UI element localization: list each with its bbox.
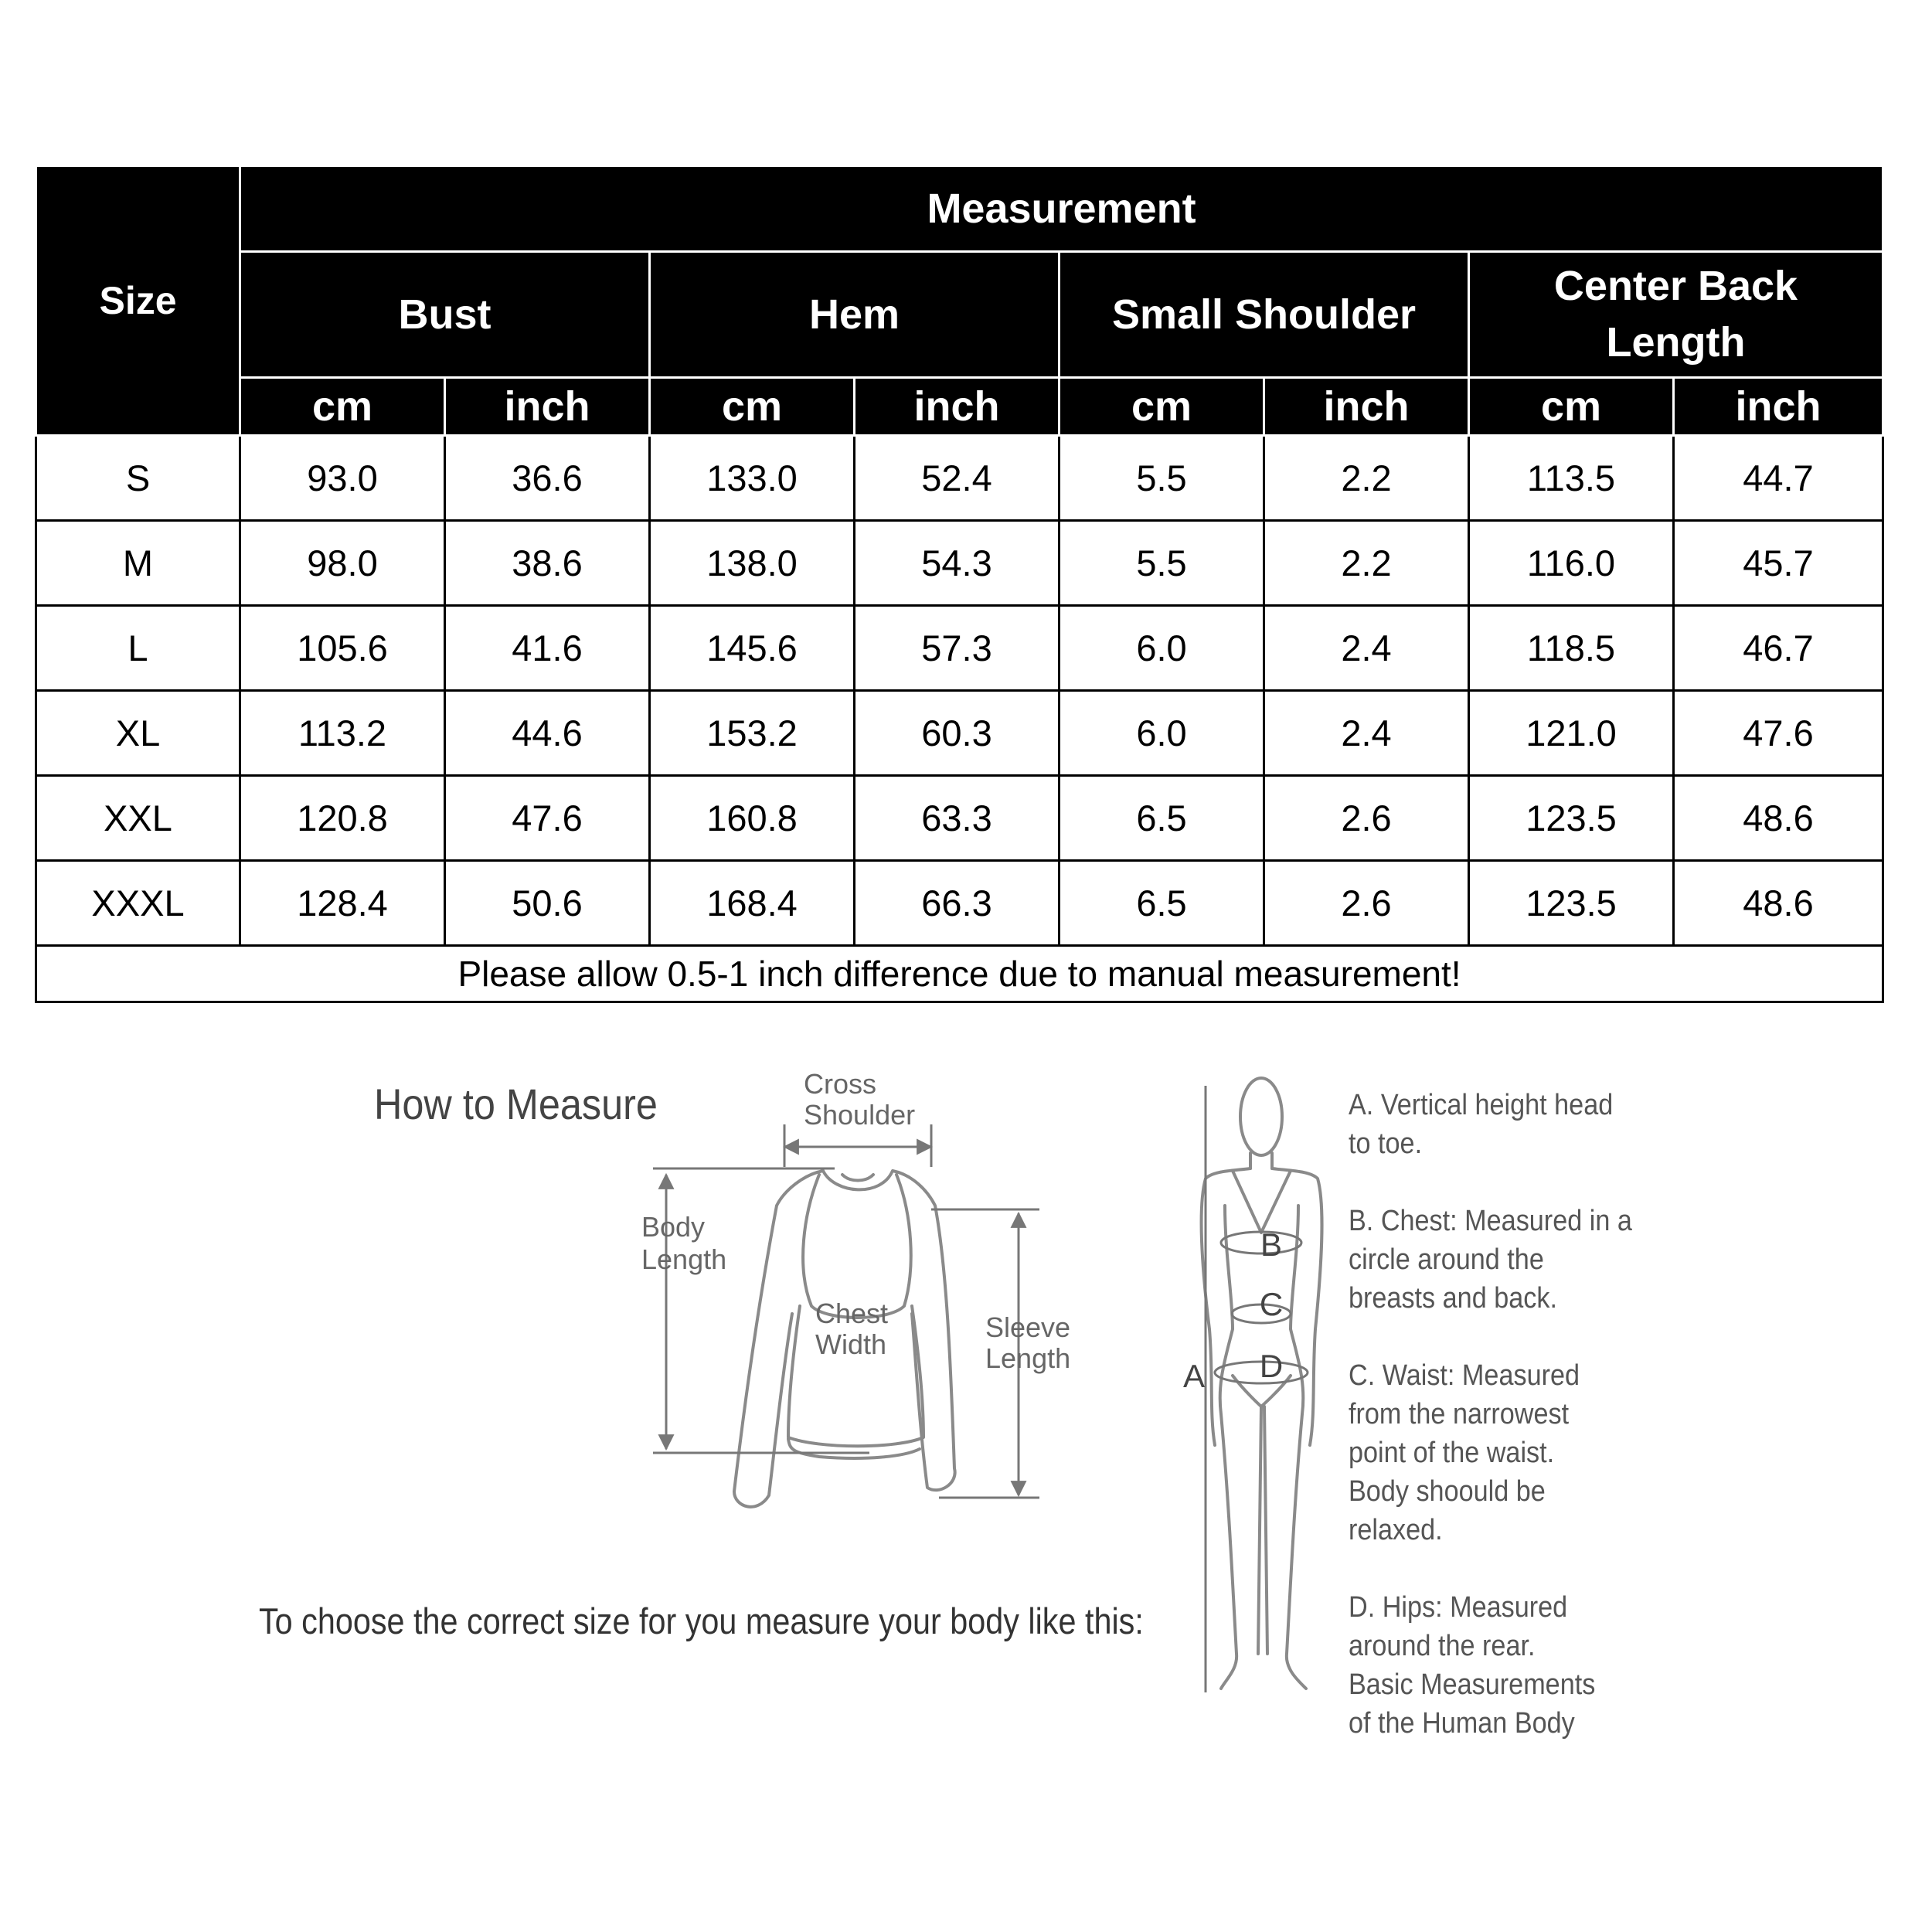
cross-shoulder-label-line1: Cross — [804, 1068, 877, 1100]
measurement-legend — [1349, 1086, 1673, 1743]
legend-item-a: A. Vertical height head to toe. — [1349, 1089, 1614, 1160]
garment-labels — [641, 1068, 1070, 1374]
table-cell: 98.0 — [240, 521, 445, 606]
figure-label-c: C — [1259, 1286, 1284, 1322]
table-cell: 2.2 — [1264, 521, 1469, 606]
size-cell: XXL — [36, 776, 240, 861]
table-cell: 160.8 — [650, 776, 855, 861]
table-cell: 63.3 — [855, 776, 1060, 861]
figure-label-d: D — [1259, 1348, 1284, 1384]
table-cell: 44.6 — [445, 691, 650, 776]
size-cell: M — [36, 521, 240, 606]
table-cell: 2.2 — [1264, 436, 1469, 521]
table-cell: 2.6 — [1264, 776, 1469, 861]
table-cell: 57.3 — [855, 606, 1060, 691]
table-cell: 54.3 — [855, 521, 1060, 606]
unit-header-inch: inch — [1674, 378, 1883, 436]
table-cell: 5.5 — [1060, 521, 1264, 606]
table-cell: 138.0 — [650, 521, 855, 606]
table-cell: 60.3 — [855, 691, 1060, 776]
table-cell: 36.6 — [445, 436, 650, 521]
how-to-measure-title: How to Measure — [374, 1080, 658, 1128]
table-cell: 153.2 — [650, 691, 855, 776]
table-cell: 120.8 — [240, 776, 445, 861]
center-back-length-header: Center Back Length — [1469, 252, 1883, 378]
table-cell: 118.5 — [1469, 606, 1674, 691]
table-cell: 123.5 — [1469, 776, 1674, 861]
unit-header-cm: cm — [240, 378, 445, 436]
table-cell: 113.5 — [1469, 436, 1674, 521]
table-cell: 44.7 — [1674, 436, 1883, 521]
unit-header-cm: cm — [1469, 378, 1674, 436]
size-instruction: To choose the correct size for you measure your body like this: — [259, 1600, 1144, 1641]
hem-header: Hem — [650, 252, 1060, 378]
size-cell: XXXL — [36, 861, 240, 946]
table-cell: 6.5 — [1060, 861, 1264, 946]
table-cell: 41.6 — [445, 606, 650, 691]
chest-width-label-line2: Width — [815, 1328, 887, 1360]
legend-item-c: C. Waist: Measured from the narrowest point of the waist. Body shoould be relaxed. — [1349, 1359, 1580, 1546]
sleeve-length-label-line1: Sleeve — [985, 1311, 1071, 1343]
table-cell: 38.6 — [445, 521, 650, 606]
table-cell: 50.6 — [445, 861, 650, 946]
unit-header-inch: inch — [855, 378, 1060, 436]
body-length-label-line2: Length — [641, 1243, 727, 1275]
table-cell: 113.2 — [240, 691, 445, 776]
size-cell: L — [36, 606, 240, 691]
table-cell: 52.4 — [855, 436, 1060, 521]
table-cell: 2.4 — [1264, 691, 1469, 776]
figure-label-b: B — [1260, 1226, 1283, 1263]
table-cell: 45.7 — [1674, 521, 1883, 606]
table-cell: 145.6 — [650, 606, 855, 691]
table-cell: 123.5 — [1469, 861, 1674, 946]
cross-shoulder-label-line2: Shoulder — [804, 1099, 916, 1131]
measurement-note: Please allow 0.5-1 inch difference due to manual measurement! — [36, 946, 1883, 1002]
unit-header-cm: cm — [1060, 378, 1264, 436]
table-cell: 47.6 — [1674, 691, 1883, 776]
table-cell: 66.3 — [855, 861, 1060, 946]
table-cell: 121.0 — [1469, 691, 1674, 776]
unit-header-inch: inch — [1264, 378, 1469, 436]
table-cell: 6.0 — [1060, 606, 1264, 691]
table-cell: 46.7 — [1674, 606, 1883, 691]
table-cell: 6.0 — [1060, 691, 1264, 776]
size-cell: XL — [36, 691, 240, 776]
sleeve-length-label-line2: Length — [985, 1342, 1071, 1374]
unit-header-cm: cm — [650, 378, 855, 436]
legend-item-b: B. Chest: Measured in a circle around the breasts and back. — [1349, 1205, 1632, 1315]
table-cell: 2.6 — [1264, 861, 1469, 946]
chest-width-label-line1: Chest — [815, 1298, 889, 1329]
table-cell: 105.6 — [240, 606, 445, 691]
measurement-header: Measurement — [240, 166, 1883, 252]
legend-item-d: D. Hips: Measured around the rear. Basic Measurements of the Human Body — [1349, 1591, 1596, 1740]
size-column-header: Size — [36, 166, 240, 436]
table-cell: 6.5 — [1060, 776, 1264, 861]
table-cell: 48.6 — [1674, 776, 1883, 861]
bust-header: Bust — [240, 252, 650, 378]
table-cell: 2.4 — [1264, 606, 1469, 691]
body-length-label-line1: Body — [641, 1211, 706, 1243]
table-cell: 168.4 — [650, 861, 855, 946]
figure-label-a: A — [1182, 1358, 1206, 1394]
small-shoulder-header: Small Shoulder — [1060, 252, 1469, 378]
table-cell: 128.4 — [240, 861, 445, 946]
table-cell: 93.0 — [240, 436, 445, 521]
size-cell: S — [36, 436, 240, 521]
table-cell: 48.6 — [1674, 861, 1883, 946]
table-cell: 116.0 — [1469, 521, 1674, 606]
unit-header-inch: inch — [445, 378, 650, 436]
table-cell: 5.5 — [1060, 436, 1264, 521]
table-cell: 133.0 — [650, 436, 855, 521]
table-cell: 47.6 — [445, 776, 650, 861]
